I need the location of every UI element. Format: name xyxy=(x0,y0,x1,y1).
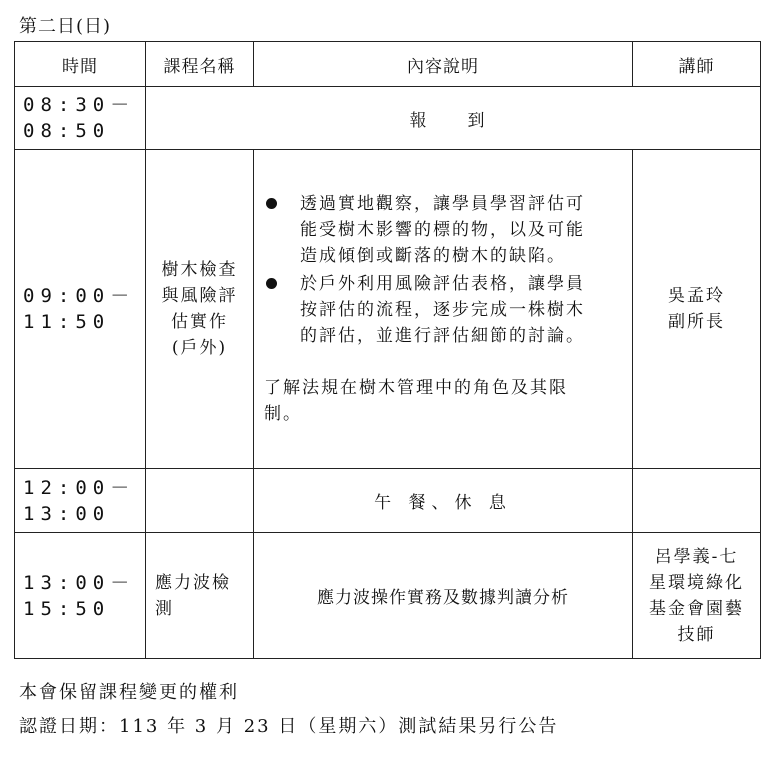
footer-rights: 本會保留課程變更的權利 xyxy=(19,682,239,703)
time-start: 09:00－ xyxy=(23,285,136,307)
time-end: 08:50 xyxy=(23,120,111,142)
table-row xyxy=(15,533,761,659)
bullet-line: 能受樹木影響的標的物，以及可能 xyxy=(300,220,585,240)
content-cell: 應力波操作實務及數據判讀分析 xyxy=(254,533,633,659)
course-line: 與風險評 xyxy=(161,286,238,306)
course-name xyxy=(146,150,254,469)
note-line: 了解法規在樹木管理中的角色及其限 xyxy=(264,378,568,398)
time-cell xyxy=(15,533,146,659)
event-lunch: 午 餐、休 息 xyxy=(254,469,633,533)
note-line: 制。 xyxy=(264,404,302,424)
day-title: 第二日(日) xyxy=(19,16,112,37)
header-course: 課程名稱 xyxy=(146,42,254,87)
table-row xyxy=(15,150,761,469)
lecturer-line: 基金會園藝 xyxy=(649,598,744,619)
lecturer-cell xyxy=(633,533,761,659)
lecturer-line: 吳孟玲 xyxy=(668,286,725,306)
lecturer-cell xyxy=(633,150,761,469)
lecturer-line: 技師 xyxy=(677,624,716,645)
time-end: 13:00 xyxy=(23,502,111,525)
header-content: 內容說明 xyxy=(254,42,633,87)
course-line: 樹木檢查 xyxy=(161,260,238,280)
bullet-line: 的評估，並進行評估細節的討論。 xyxy=(300,326,585,346)
bullet-icon xyxy=(266,278,277,289)
bullet-line: 造成傾倒或斷落的樹木的缺陷。 xyxy=(300,246,566,266)
bullet-line: 於戶外利用風險評估表格，讓學員 xyxy=(300,274,585,294)
time-end: 15:50 xyxy=(23,597,111,620)
empty-course-cell xyxy=(146,469,254,533)
table-row xyxy=(15,87,761,150)
footer-certification: 認證日期：113 年 3 月 23 日（星期六）測試結果另行公告 xyxy=(19,716,559,737)
time-start: 12:00－ xyxy=(23,476,136,499)
schedule-table xyxy=(14,41,761,659)
bullet-list xyxy=(264,191,622,349)
course-line: 估實作 xyxy=(171,312,228,332)
time-cell xyxy=(15,469,146,533)
time-cell xyxy=(15,150,146,469)
course-line: 應力波檢 xyxy=(155,572,231,593)
time-start: 08:30－ xyxy=(23,94,136,116)
bullet-line: 按評估的流程，逐步完成一株樹木 xyxy=(300,300,585,320)
course-line: (戶外) xyxy=(171,338,228,358)
course-name xyxy=(146,533,254,659)
header-time: 時間 xyxy=(15,42,146,87)
list-item xyxy=(264,271,622,349)
lecturer-line: 星環境綠化 xyxy=(649,572,744,593)
list-item xyxy=(264,191,622,269)
time-start: 13:00－ xyxy=(23,571,136,594)
bullet-icon xyxy=(266,198,277,209)
content-cell xyxy=(254,150,633,469)
content-note xyxy=(264,375,622,427)
table-row xyxy=(15,469,761,533)
course-line: 測 xyxy=(155,598,174,619)
header-row xyxy=(15,42,761,87)
empty-lecturer-cell xyxy=(633,469,761,533)
time-end: 11:50 xyxy=(23,311,111,333)
lecturer-line: 呂學義-七 xyxy=(654,546,739,567)
header-lecturer: 講師 xyxy=(633,42,761,87)
event-registration: 報 到 xyxy=(146,87,761,150)
bullet-line: 透過實地觀察，讓學員學習評估可 xyxy=(300,194,585,214)
lecturer-line: 副所長 xyxy=(668,312,725,332)
time-cell xyxy=(15,87,146,150)
